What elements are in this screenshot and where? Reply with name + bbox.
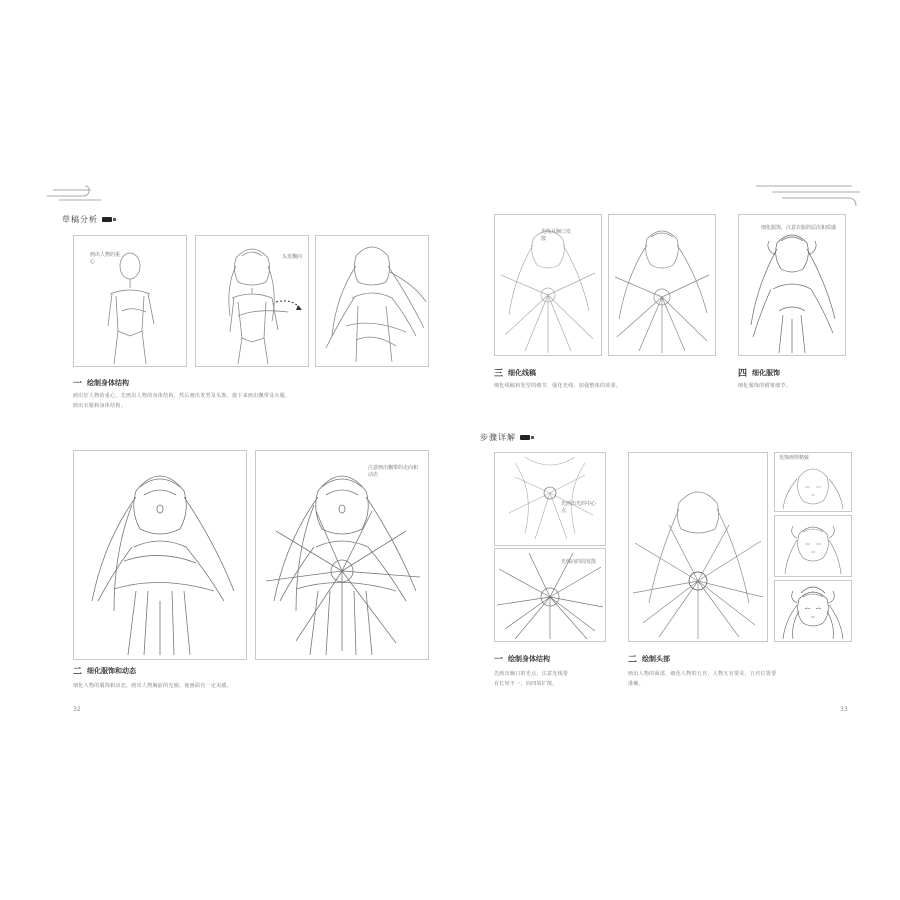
step-paragraph-line: 有长短不一，向四周扩散。 [494, 681, 558, 687]
face-panel-3 [774, 580, 852, 642]
tab-marker-icon [102, 217, 112, 222]
cloud-ornament-icon [752, 182, 862, 210]
right-page [452, 180, 862, 720]
annotation-note: 画出人物的重心 [90, 252, 121, 265]
cloud-ornament-icon [45, 182, 105, 202]
detail-panel-upper [494, 452, 606, 546]
figure-flowing-sketch [316, 236, 428, 366]
step-heading-1: 一 绘制身体结构 [73, 378, 130, 389]
annotation-note: 光线向四周发散 [561, 559, 597, 565]
detail-panel-lower [494, 548, 606, 642]
sketch-panel-3 [315, 235, 429, 367]
step-paragraph-line: 画出衣服和身体结构。 [73, 403, 127, 409]
left-page [45, 180, 450, 720]
large-panel-left [73, 450, 247, 660]
sketch-panel-1 [73, 235, 187, 367]
step-paragraph-line: 画出人物的面部，细化人物的五官，人物五官要美，五官位置要 [628, 671, 777, 677]
tab-marker-icon [520, 435, 530, 440]
annotation-note: 细化服饰，注意衣服的层次和质感 [761, 225, 837, 231]
annotation-note: 光线从胸口发散 [541, 229, 572, 242]
light-center-sketch [495, 453, 605, 545]
figure-refined-sketch [74, 451, 246, 659]
step-paragraph: 细化线稿和发型的细节，强化光线，加强整体的效果。 [494, 383, 622, 389]
annotation-note: 先画出光的中心点 [561, 501, 597, 514]
face-sketch-2 [775, 516, 851, 576]
face-panel-1 [774, 452, 852, 512]
annotation-note: 发饰画得精致 [779, 455, 810, 461]
annotation-note: 注意画出飘带的走向和动态 [368, 465, 419, 478]
sketch-panel-2 [195, 235, 309, 367]
step-heading-b2: 二 绘制头部 [628, 654, 671, 665]
step-paragraph-line: 准确。 [628, 681, 644, 687]
step-paragraph-line: 画出好人物的重心，先画出人物的身体结构，然后画出发型及头饰，接下来画出飘带及衣服， [73, 393, 291, 399]
page-number: 33 [840, 706, 848, 713]
step-heading-3: 三 细化线稿 [494, 368, 537, 379]
sketch-panel-r3 [738, 214, 846, 356]
sketch-panel-r2 [608, 214, 716, 356]
detail-panel-large [628, 452, 768, 642]
figure-lightburst-sketch [256, 451, 428, 659]
step-heading-b1: 一 绘制身体结构 [494, 654, 551, 665]
step-heading-2: 二 细化服饰和动态 [73, 666, 137, 677]
page-number: 32 [73, 706, 81, 713]
section-title-draft: 草稿分析 [62, 214, 112, 225]
section-title-steps: 步骤详解 [480, 432, 530, 443]
step-paragraph: 细化服饰的褶皱细节。 [738, 383, 792, 389]
sketch-panel-r1 [494, 214, 602, 356]
figure-costume-sketch [739, 215, 845, 355]
step-paragraph-line: 先画出胸口的光点，注意光线要 [494, 671, 569, 677]
figure-light-detail-sketch [629, 453, 767, 641]
large-panel-right [255, 450, 429, 660]
face-panel-2 [774, 515, 852, 577]
step-heading-4: 四 细化服饰 [738, 368, 781, 379]
step-paragraph: 细化人物的服饰和动态，画出人物胸前的光圈，使画面有一定美感。 [73, 683, 233, 689]
figure-linework-sketch [609, 215, 715, 355]
annotation-note: 头发飘向 [282, 254, 303, 260]
face-sketch-3 [775, 581, 851, 641]
